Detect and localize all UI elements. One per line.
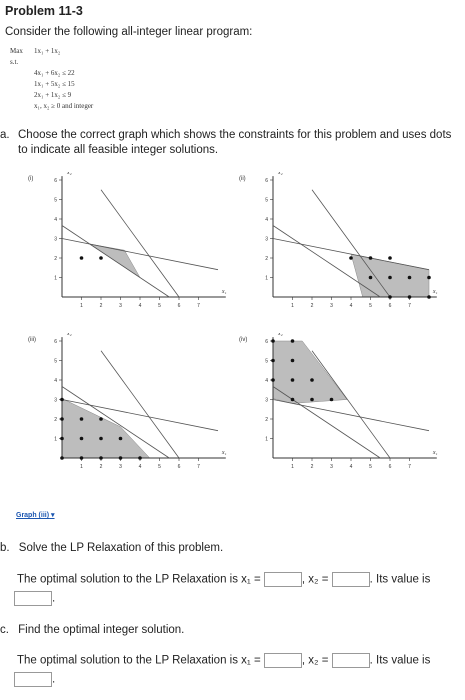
integer-point <box>291 398 295 402</box>
x-tick-label: 3 <box>330 464 333 470</box>
x2-input[interactable] <box>332 653 370 668</box>
answer-prefix: The optimal solution to the LP Relaxation is x₁ = <box>17 573 261 586</box>
x-tick-label: 6 <box>388 303 392 309</box>
integer-point <box>291 378 295 382</box>
y-tick-label: 5 <box>54 197 57 204</box>
constraint-1: 4x₁ + 6x₂ ≤ 22 <box>34 69 75 77</box>
graph-label: (i) <box>28 176 34 182</box>
x-tick-label: 1 <box>291 464 294 470</box>
x1-input[interactable] <box>264 653 302 668</box>
integer-point <box>271 339 275 343</box>
graph-label: (iii) <box>28 337 36 343</box>
x1-input[interactable] <box>264 572 302 587</box>
x-tick-label: 2 <box>310 303 314 309</box>
integer-point <box>369 276 373 280</box>
graph-i[interactable] <box>24 172 234 322</box>
problem-title: Problem 11-3 <box>5 4 83 18</box>
y-tick-label: 2 <box>265 417 268 423</box>
part-a-question <box>0 128 455 158</box>
graph-ii[interactable] <box>235 172 445 322</box>
part-a-prefix: a. <box>0 129 10 141</box>
x-tick-label: 4 <box>138 303 142 309</box>
x-tick-label: 2 <box>310 464 314 470</box>
x-tick-label: 4 <box>349 303 353 309</box>
value-label: . Its value is <box>369 654 431 667</box>
graph-select-dropdown[interactable] <box>16 511 55 519</box>
part-c-answer-row <box>17 653 430 668</box>
x-tick-label: 6 <box>177 464 181 470</box>
y-axis-label: x₂ <box>67 333 72 338</box>
integer-point <box>427 295 431 299</box>
x-axis-label: x₁ <box>221 289 227 295</box>
y-tick-label: 1 <box>54 275 57 282</box>
integer-point <box>80 456 84 460</box>
y-tick-label: 6 <box>54 339 57 345</box>
integer-point <box>60 398 64 402</box>
part-b-question <box>0 541 223 556</box>
integer-point <box>80 437 84 441</box>
constraint-line-3 <box>312 351 390 458</box>
y-tick-label: 4 <box>54 378 57 384</box>
y-tick-label: 3 <box>54 236 57 243</box>
integer-point <box>330 398 334 402</box>
constraint-line-3 <box>312 190 390 297</box>
graph-ii-plot <box>235 172 445 322</box>
end-period: . <box>52 673 56 686</box>
integer-point <box>271 378 275 382</box>
part-c-prefix: c. <box>0 624 9 636</box>
x-tick-label: 5 <box>369 464 372 470</box>
integer-point <box>60 456 64 460</box>
x-tick-label: 5 <box>158 303 161 309</box>
integer-point <box>408 295 412 299</box>
integer-point <box>349 256 353 260</box>
feasible-region <box>62 399 150 458</box>
integer-point <box>271 359 275 363</box>
x-tick-label: 2 <box>99 464 103 470</box>
x-tick-label: 6 <box>388 464 392 470</box>
part-c-value-row <box>14 672 55 687</box>
x-tick-label: 7 <box>408 303 411 309</box>
value-input[interactable] <box>14 591 52 606</box>
x-tick-label: 6 <box>177 303 181 309</box>
y-tick-label: 6 <box>54 178 57 184</box>
y-tick-label: 4 <box>54 217 57 223</box>
x2-input[interactable] <box>332 572 370 587</box>
y-tick-label: 6 <box>265 339 268 345</box>
integer-point <box>80 417 84 421</box>
y-tick-label: 1 <box>265 436 268 443</box>
constraint-line-3 <box>101 190 179 297</box>
y-tick-label: 5 <box>54 358 57 365</box>
constraint-3: 2x₁ + 1x₂ ≤ 9 <box>34 91 72 99</box>
x-tick-label: 4 <box>138 464 142 470</box>
integer-point <box>388 276 392 280</box>
value-label: . Its value is <box>369 573 431 586</box>
integer-point <box>291 359 295 363</box>
integer-point <box>119 456 123 460</box>
integer-point <box>310 378 314 382</box>
x-tick-label: 2 <box>99 303 103 309</box>
x-tick-label: 5 <box>158 464 161 470</box>
x-tick-label: 7 <box>408 464 411 470</box>
x-tick-label: 3 <box>119 464 122 470</box>
chevron-down-icon: ▾ <box>51 512 55 519</box>
integer-point <box>119 437 123 441</box>
graph-i-plot <box>24 172 234 322</box>
integer-point <box>291 339 295 343</box>
integer-point <box>80 256 84 260</box>
integer-point <box>408 276 412 280</box>
y-tick-label: 5 <box>265 358 268 365</box>
y-tick-label: 2 <box>265 256 268 262</box>
graph-iii-plot <box>24 333 234 483</box>
objective: 1x₁ + 1x₂ <box>34 47 61 55</box>
integer-point <box>99 456 103 460</box>
integer-point <box>99 417 103 421</box>
integer-point <box>99 437 103 441</box>
graph-iv[interactable] <box>235 333 445 483</box>
feasible-region <box>351 254 429 297</box>
part-b-answer-row <box>17 572 430 587</box>
answer-prefix: The optimal solution to the LP Relaxation is x₁ = <box>17 654 261 667</box>
x-axis-label: x₁ <box>432 450 438 456</box>
st-label: s.t. <box>10 58 19 66</box>
x-axis-label: x₁ <box>432 289 438 295</box>
integer-point <box>99 256 103 260</box>
integer-point <box>138 456 142 460</box>
y-tick-label: 6 <box>265 178 268 184</box>
part-c-text: Find the optimal integer solution. <box>18 624 185 636</box>
y-tick-label: 2 <box>54 417 57 423</box>
part-b-prefix: b. <box>0 542 10 554</box>
end-period: . <box>52 592 56 605</box>
graph-iv-plot <box>235 333 445 483</box>
x-tick-label: 1 <box>291 303 294 309</box>
x-tick-label: 7 <box>197 464 200 470</box>
x-tick-label: 1 <box>80 464 83 470</box>
part-b-text: Solve the LP Relaxation of this problem. <box>18 542 224 554</box>
objective-label: Max <box>10 47 23 55</box>
y-axis-label: x₂ <box>278 172 283 177</box>
integer-point <box>60 437 64 441</box>
y-tick-label: 3 <box>54 397 57 404</box>
y-tick-label: 2 <box>54 256 57 262</box>
value-input[interactable] <box>14 672 52 687</box>
y-tick-label: 1 <box>265 275 268 282</box>
x-tick-label: 7 <box>197 303 200 309</box>
graph-label: (ii) <box>239 176 246 182</box>
integer-point <box>369 256 373 260</box>
integer-point <box>388 256 392 260</box>
x-tick-label: 4 <box>349 464 353 470</box>
graph-iii[interactable] <box>24 333 234 483</box>
x-tick-label: 3 <box>119 303 122 309</box>
graph-label: (iv) <box>239 337 248 343</box>
integer-point <box>310 398 314 402</box>
y-tick-label: 3 <box>265 397 268 404</box>
y-tick-label: 4 <box>265 217 268 223</box>
y-tick-label: 5 <box>265 197 268 204</box>
x-tick-label: 3 <box>330 303 333 309</box>
part-c-question <box>0 623 184 638</box>
part-b-value-row <box>14 591 55 606</box>
integer-point <box>427 276 431 280</box>
x-axis-label: x₁ <box>221 450 227 456</box>
x-tick-label: 5 <box>369 303 372 309</box>
dropdown-value: Graph (iii) <box>16 512 50 519</box>
constraint-2: 1x₁ + 5x₂ ≤ 15 <box>34 80 75 88</box>
integer-point <box>60 417 64 421</box>
x2-label: , x₂ = <box>301 654 329 667</box>
constraint-4: x₁, x₂ ≥ 0 and integer <box>34 102 94 110</box>
x2-label: , x₂ = <box>301 573 329 586</box>
part-a-text: Choose the correct graph which shows the constraints for this problem and uses dots to indicate all feasible integer solutions. <box>18 129 452 156</box>
y-tick-label: 4 <box>265 378 268 384</box>
y-axis-label: x₂ <box>67 172 72 177</box>
lp-formulation <box>10 46 93 112</box>
y-tick-label: 3 <box>265 236 268 243</box>
x-tick-label: 1 <box>80 303 83 309</box>
problem-intro: Consider the following all-integer linear program: <box>5 26 253 38</box>
y-tick-label: 1 <box>54 436 57 443</box>
y-axis-label: x₂ <box>278 333 283 338</box>
integer-point <box>388 295 392 299</box>
